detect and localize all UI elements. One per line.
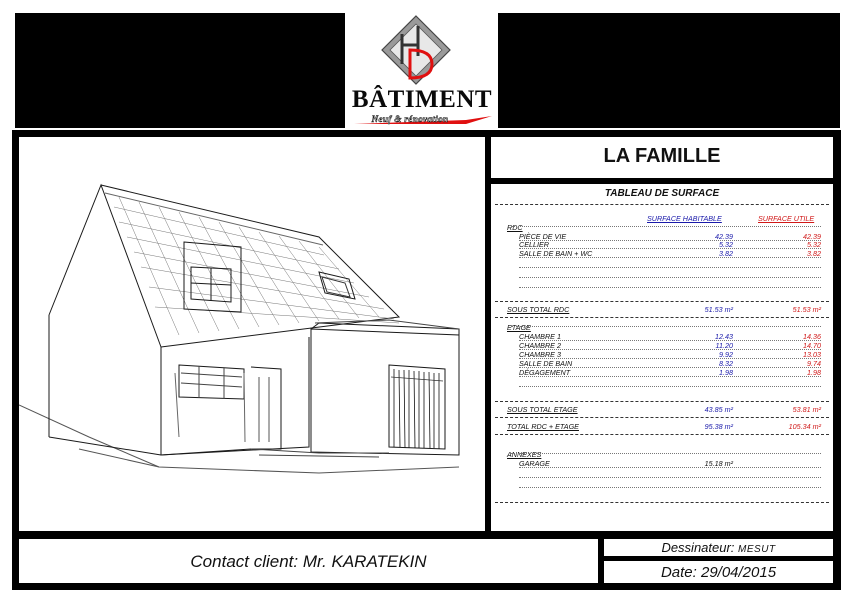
table-divider xyxy=(495,401,829,402)
col-header-utile: SURFACE UTILE xyxy=(758,214,815,223)
table-divider xyxy=(495,204,829,205)
project-title-panel xyxy=(491,137,833,178)
table-cell-habitable: 5.32 xyxy=(719,240,733,249)
designer-label: Dessinateur: xyxy=(661,540,735,555)
date-panel xyxy=(604,561,833,583)
logo-tagline: Neuf & rénovation xyxy=(371,114,449,124)
table-cell-utile: 5.32 xyxy=(807,240,821,249)
dotted-line xyxy=(519,477,821,478)
total-label: TOTAL RDC + ETAGE xyxy=(507,422,579,431)
table-cell-habitable: 42.39 xyxy=(715,232,733,241)
hd-monogram-icon xyxy=(382,16,450,84)
table-row-label: CHAMBRE 3 xyxy=(519,350,561,359)
table-cell-utile: 14.36 xyxy=(803,332,821,341)
table-row-label: CHAMBRE 1 xyxy=(519,332,561,341)
total-utile: 105.34 m² xyxy=(788,422,821,431)
subtotal-rdc-habitable: 51.53 m² xyxy=(704,305,733,314)
table-heading: TABLEAU DE SURFACE xyxy=(604,188,720,199)
table-row-label: SALLE DE BAIN xyxy=(519,359,573,368)
header-band-right xyxy=(498,13,840,128)
table-cell-utile: 42.39 xyxy=(803,232,821,241)
section-label-annexes: ANNEXES xyxy=(507,450,542,459)
table-cell-utile: 1.98 xyxy=(807,368,821,377)
table-cell-utile: 13.03 xyxy=(803,350,821,359)
table-cell-habitable: 8.32 xyxy=(719,359,733,368)
designer-line xyxy=(604,540,833,555)
table-cell-utile: 14.70 xyxy=(803,341,821,350)
designer-name: MESUT xyxy=(738,544,776,555)
dotted-line xyxy=(519,386,821,387)
table-cell-habitable: 12.43 xyxy=(715,332,733,341)
subtotal-rdc-label: SOUS TOTAL RDC xyxy=(507,305,570,314)
table-divider xyxy=(495,417,829,418)
table-divider xyxy=(495,317,829,318)
table-cell-habitable: 9.92 xyxy=(719,350,733,359)
subtotal-etage-label: SOUS TOTAL ETAGE xyxy=(507,405,578,414)
dotted-line xyxy=(511,453,821,454)
dotted-line xyxy=(519,267,821,268)
house-perspective-sketch xyxy=(19,137,485,531)
table-row-label: CELLIER xyxy=(519,240,549,249)
contact-panel xyxy=(19,539,598,583)
logo-name: BÂTIMENT xyxy=(351,86,493,113)
section-label-rdc: RDC xyxy=(507,223,523,232)
col-header-habitable: SURFACE HABITABLE xyxy=(647,214,722,223)
table-divider xyxy=(495,434,829,435)
dotted-line xyxy=(519,287,821,288)
contact-client: Contact client: Mr. KARATEKIN xyxy=(190,552,427,571)
table-cell-utile: 9.74 xyxy=(807,359,821,368)
table-cell-habitable: 11.20 xyxy=(715,341,733,350)
surface-table xyxy=(491,184,833,531)
dotted-line xyxy=(519,376,821,377)
table-cell-utile: 3.82 xyxy=(807,249,821,258)
subtotal-etage-utile: 53.81 m² xyxy=(792,405,821,414)
table-row-label: SALLE DE BAIN + WC xyxy=(519,249,593,258)
date: Date: 29/04/2015 xyxy=(660,564,777,581)
project-title: LA FAMILLE xyxy=(603,145,721,167)
dotted-line xyxy=(519,467,821,468)
table-divider xyxy=(495,301,829,302)
dotted-line xyxy=(519,277,821,278)
table-row-label: PIÈCE DE VIE xyxy=(519,232,567,241)
dotted-line xyxy=(519,257,821,258)
designer-panel xyxy=(604,539,833,556)
total-habitable: 95.38 m² xyxy=(704,422,733,431)
table-row-label: GARAGE xyxy=(519,459,550,468)
subtotal-rdc-utile: 51.53 m² xyxy=(792,305,821,314)
header-band-left xyxy=(15,13,345,128)
dotted-line xyxy=(519,487,821,488)
house-sketch-panel xyxy=(19,137,485,531)
company-logo xyxy=(346,12,498,129)
table-cell-habitable: 1.98 xyxy=(719,368,733,377)
table-row-label: DÉGAGEMENT xyxy=(519,368,571,377)
table-row-label: CHAMBRE 2 xyxy=(519,341,561,350)
section-label-etage: ETAGE xyxy=(507,323,531,332)
subtotal-etage-habitable: 43.85 m² xyxy=(704,405,733,414)
table-cell-habitable: 3.82 xyxy=(719,249,733,258)
dotted-line xyxy=(511,326,821,327)
table-cell-annexe-value: 15.18 m² xyxy=(704,459,733,468)
table-divider xyxy=(495,502,829,503)
dotted-line xyxy=(511,226,821,227)
